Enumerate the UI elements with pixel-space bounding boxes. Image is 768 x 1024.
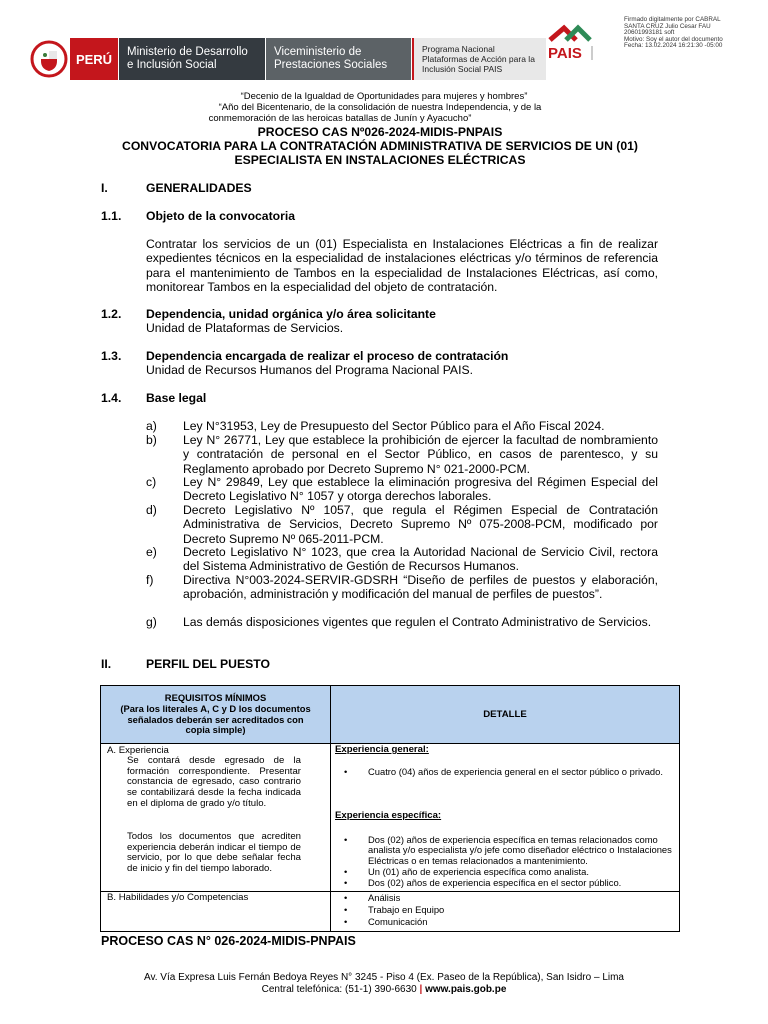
row-text: Se contará desde egresado de la formación correspondiente. Presentar constancia de egresado, caso contrario se contabilizará desde la fecha indicada en el diploma de grado y/o título. — [127, 755, 301, 809]
peru-label: PERÚ — [70, 38, 118, 80]
digital-signature — [624, 17, 764, 50]
footer-separator: | — [419, 984, 423, 995]
bullet-icon: • — [344, 904, 348, 915]
pais-logo-text: PAIS — [548, 45, 582, 62]
footer-contact — [0, 984, 768, 996]
header-line: (Para los literales A, C y D los documentos — [120, 702, 311, 714]
bullet-icon: • — [344, 834, 348, 845]
bullet-text: Análisis — [368, 892, 401, 903]
bullet-text: Trabajo en Equipo — [368, 904, 445, 915]
section-heading: Dependencia, unidad orgánica y/o área solicitante — [146, 307, 436, 321]
header-line: señalados deberán ser acreditados con — [127, 713, 304, 725]
bullet-icon: • — [344, 877, 348, 888]
peru-coat-of-arms-icon — [28, 38, 70, 80]
footer-process: PROCESO CAS N° 026-2024-MIDIS-PNPAIS — [101, 934, 356, 948]
section-body: Unidad de Recursos Humanos del Programa Nacional PAIS. — [146, 363, 473, 377]
program-label: Programa Nacional Plataformas de Acción para la Inclusión Social PAIS — [412, 38, 546, 80]
section-heading: Objeto de la convocatoria — [146, 209, 295, 223]
footer-phone: Central telefónica: (51-1) 390-6630 — [261, 984, 417, 995]
list-text: Decreto Legislativo N° 1023, que crea la Autoridad Nacional de Servicio Civil, rectora del Sistema Administrativo de Gestión de Recursos Humanos. — [183, 545, 658, 574]
row-text: Todos los documentos que acrediten experiencia deberán indicar el tiempo de servicio, por lo que debe señalar fecha de inicio y fin del tiempo laborado. — [127, 831, 301, 875]
bullet-text: Dos (02) años de experiencia específica en temas relacionados como analista y/o especialista y/o jefe como diseñador eléctrico o Instalaciones Eléctricas o en temas relacionados a mantenimiento. — [368, 834, 672, 866]
list-text: Ley N°31953, Ley de Presupuesto del Sector Público para el Año Fiscal 2024. — [183, 419, 605, 433]
section-body: Unidad de Plataformas de Servicios. — [146, 321, 344, 335]
list-letter: f) — [146, 573, 154, 587]
list-letter: a) — [146, 419, 157, 433]
section-number: II. — [101, 657, 112, 671]
viceministry-label: Viceministerio de Prestaciones Sociales — [266, 38, 411, 80]
bullet-text: Cuatro (04) años de experiencia general en el sector público o privado. — [368, 766, 663, 777]
list-text: Ley N° 29849, Ley que establece la eliminación progresiva del Régimen Especial del Decreto Legislativo N° 1057 y otorga derechos laborales. — [183, 475, 658, 504]
bullet-icon: • — [344, 916, 348, 927]
list-text: Las demás disposiciones vigentes que regulen el Contrato Administrativo de Servicios. — [183, 615, 652, 629]
section-number: 1.3. — [101, 349, 122, 363]
signature-line: Fecha: 13.02.2024 16:21:30 -05:00 — [624, 42, 723, 50]
signature-line: SANTA CRUZ Julio Cesar FAU — [624, 22, 711, 30]
signature-line: Firmado digitalmente por CABRAL — [624, 16, 721, 23]
decenio-line: “Decenio de la Igualdad de Oportunidades para mujeres y hombres” — [240, 91, 528, 102]
pais-logo — [546, 20, 622, 64]
list-letter: e) — [146, 545, 157, 559]
bullet-text: Dos (02) años de experiencia específica en el sector público. — [368, 877, 622, 888]
header-line: REQUISITOS MÍNIMOS — [164, 692, 267, 704]
experience-specific-title: Experiencia específica: — [335, 810, 442, 821]
section-number: 1.2. — [101, 307, 122, 321]
section-heading: PERFIL DEL PUESTO — [146, 657, 270, 671]
decenio-line: “Año del Bicentenario, de la consolidación de nuestra Independencia, y de la — [218, 102, 542, 113]
section-number: I. — [101, 181, 108, 195]
profile-table — [100, 685, 680, 932]
bullet-icon: • — [344, 866, 348, 877]
list-letter: c) — [146, 475, 157, 489]
process-title: PROCESO CAS Nº026-2024-MIDIS-PNPAIS — [257, 125, 503, 139]
bullet-icon: • — [344, 766, 348, 777]
convocatoria-title: CONVOCATORIA PARA LA CONTRATACIÓN ADMINISTRATIVA DE SERVICIOS DE UN (01) — [122, 139, 638, 153]
ministry-label: Ministerio de Desarrollo e Inclusión Social — [119, 38, 265, 80]
row-label: A. Experiencia — [107, 745, 169, 756]
list-text: Decreto Legislativo Nº 1057, que regula el Régimen Especial de Contratación Administrativa de Servicios, Decreto Supremo Nº 075-2008-PCM, modificado por Decreto Supremo Nº 065-2011-PCM. — [183, 503, 658, 546]
list-text: Ley N° 26771, Ley que establece la prohibición de ejercer la facultad de nombramiento y contratación de personal en el Sector Público, en casos de parentesco, y su Reglamento aprobado por Decreto Supremo N° 021-2000-PCM. — [183, 433, 658, 476]
section-number: 1.1. — [101, 209, 122, 223]
signature-line: 20601993181 soft — [624, 29, 675, 37]
bullet-icon: • — [344, 892, 348, 903]
header-banner — [28, 38, 546, 80]
footer-web-link[interactable]: www.pais.gob.pe — [425, 984, 507, 995]
experience-general-title: Experiencia general: — [335, 744, 429, 755]
signature-line: Motivo: Soy el autor del documento — [624, 35, 723, 43]
list-letter: g) — [146, 615, 157, 629]
section-number: 1.4. — [101, 391, 122, 405]
list-letter: d) — [146, 503, 157, 517]
footer-address: Av. Vía Expresa Luis Fernán Bedoya Reyes N° 3245 - Piso 4 (Ex. Paseo de la República), San Isidro – Lima — [144, 972, 624, 983]
table-header-right: DETALLE — [331, 686, 679, 743]
table-header-left — [101, 686, 330, 743]
decenio-line: conmemoración de las heroicas batallas de Junín y Ayacucho” — [208, 113, 472, 124]
section-heading: Base legal — [146, 391, 207, 405]
row-label: B. Habilidades y/o Competencias — [107, 892, 249, 903]
section-heading: GENERALIDADES — [146, 181, 252, 195]
table-divider — [330, 686, 331, 931]
list-text: Directiva N°003-2024-SERVIR-GDSRH “Diseño de perfiles de puestos y elaboración, aprobación, administración y modificación del manual de perfiles de puestos”. — [183, 573, 658, 602]
header-line: copia simple) — [185, 724, 246, 736]
section-heading: Dependencia encargada de realizar el proceso de contratación — [146, 349, 509, 363]
list-letter: b) — [146, 433, 157, 447]
position-title: ESPECIALISTA EN INSTALACIONES ELÉCTRICAS — [234, 153, 526, 167]
bullet-text: Un (01) año de experiencia específica como analista. — [368, 866, 589, 877]
bullet-text: Comunicación — [368, 916, 428, 927]
section-body: Contratar los servicios de un (01) Especialista en Instalaciones Eléctricas a fin de realizar expedientes técnicos en la especialidad de instalaciones eléctricas y/o términos de referencia para el mantenimiento de Tambos en la especialidad de Instalaciones Eléctricas, así como, monitorear Tambos en la especialidad del objeto de contratación. — [146, 237, 658, 295]
